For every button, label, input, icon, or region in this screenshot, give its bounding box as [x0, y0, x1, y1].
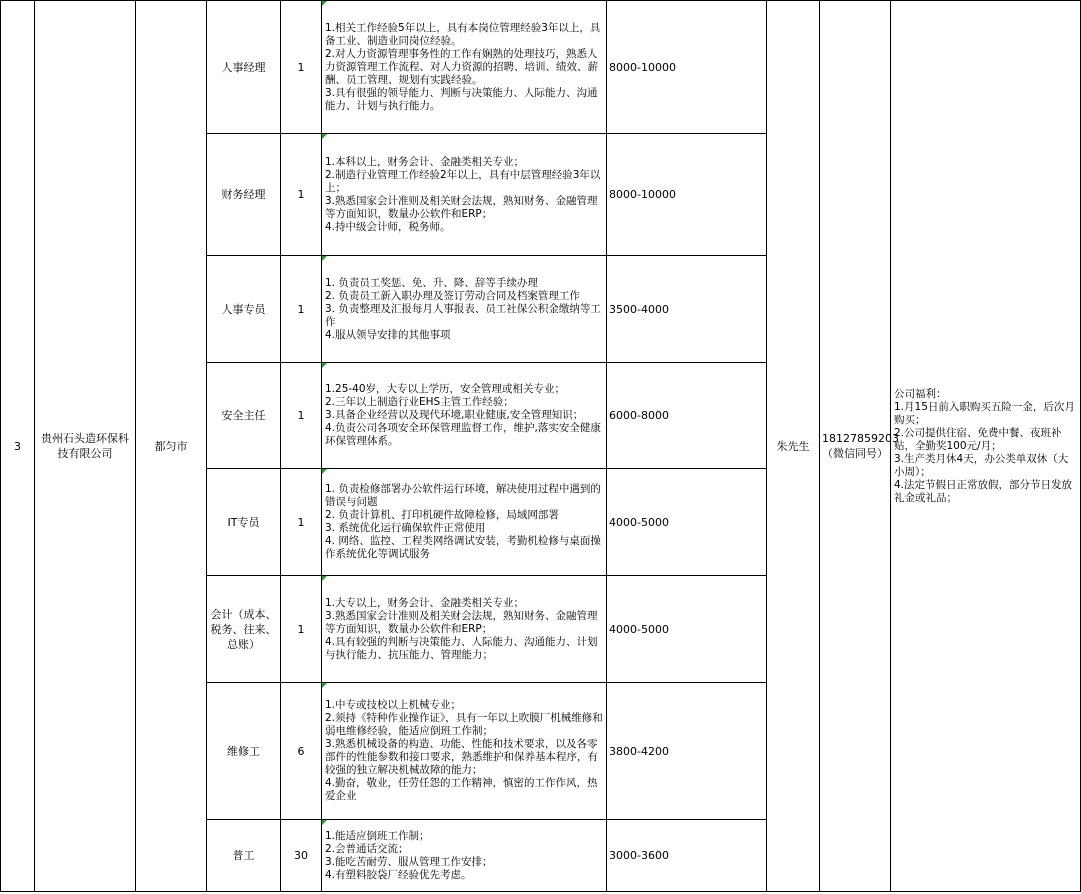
- job-title: IT专员: [207, 469, 281, 576]
- job-count: 1: [281, 363, 322, 469]
- listing-index: 3: [1, 1, 35, 892]
- job-title: 会计（成本、税务、往来、总账）: [207, 576, 281, 683]
- job-title: 人事经理: [207, 1, 281, 134]
- table-row: [1, 1, 1081, 134]
- job-salary: 3500-4000: [607, 256, 767, 363]
- work-location: 都匀市: [136, 1, 207, 892]
- job-requirements: 1. 负责员工奖惩、免、升、降、辞等手续办理 2. 负责员工新入职办理及签订劳动合同及档案管理工作 3. 负责整理及汇报每月人事报表、员工社保公积金缴纳等工作 4.服从领导安排的其他事项: [322, 256, 607, 363]
- job-salary: 3000-3600: [607, 820, 767, 892]
- job-title: 维修工: [207, 683, 281, 820]
- job-count: 1: [281, 134, 322, 256]
- job-requirements: 1.相关工作经验5年以上，具有本岗位管理经验3年以上，具备工业、制造业同岗位经验。 2.对人力资源管理事务性的工作有娴熟的处理技巧，熟悉人力资源管理工作流程、对人力资源的招聘、培训、绩效、薪酬、员工管理、规划有实践经验。 3.具有很强的领导能力、判断与决策能力、人际能力、沟通能力、计划与执行能力。: [322, 1, 607, 134]
- job-salary: 4000-5000: [607, 469, 767, 576]
- contact-person: 朱先生: [767, 1, 820, 892]
- job-count: 1: [281, 469, 322, 576]
- company-welfare: 公司福利： 1.月15日前入职购买五险一金，后次月购买； 2.公司提供住宿、免费中餐、夜班补贴，全勤奖100元/月； 3.生产类月休4天，办公类单双休（大小周）； 4.法定节假日正常放假，部分节日发放礼金或礼品；: [891, 1, 1081, 892]
- company-name: 贵州石头造环保科技有限公司: [35, 1, 136, 892]
- job-requirements: 1.大专以上，财务会计、金融类相关专业； 3.熟悉国家会计准则及相关财会法规，熟知财务、金融管理等方面知识，数量办公软件和ERP； 4.具有较强的判断与决策能力、人际能力、沟通能力、计划与执行能力、抗压能力、管理能力；: [322, 576, 607, 683]
- job-salary: 3800-4200: [607, 683, 767, 820]
- job-count: 1: [281, 256, 322, 363]
- job-title: 普工: [207, 820, 281, 892]
- job-salary: 6000-8000: [607, 363, 767, 469]
- job-requirements: 1. 负责检修部署办公软件运行环境，解决使用过程中遇到的错误与问题 2. 负责计算机、打印机硬件故障检修，局域网部署 3. 系统优化运行确保软件正常使用 4. 网络、监控、工程类网络调试安装，考勤机检修与桌面操作系统优化等调试服务: [322, 469, 607, 576]
- job-count: 6: [281, 683, 322, 820]
- job-title: 财务经理: [207, 134, 281, 256]
- job-count: 1: [281, 1, 322, 134]
- job-title: 人事专员: [207, 256, 281, 363]
- job-requirements: 1.25-40岁，大专以上学历，安全管理或相关专业； 2.三年以上制造行业EHS主管工作经验； 3.具备企业经营以及现代环境,职业健康,安全管理知识； 4.负责公司各项安全环保管理监督工作，维护,落实安全健康环保管理体系。: [322, 363, 607, 469]
- job-requirements: 1.本科以上，财务会计、金融类相关专业； 2.制造行业管理工作经验2年以上，具有中层管理经验3年以上； 3.熟悉国家会计准则及相关财会法规，熟知财务、金融管理等方面知识，数量办公软件和ERP； 4.持中级会计师，税务师。: [322, 134, 607, 256]
- job-salary: 8000-10000: [607, 1, 767, 134]
- job-count: 30: [281, 820, 322, 892]
- job-requirements: 1.中专或技校以上机械专业； 2.须持《特种作业操作证》，具有一年以上吹膜厂机械维修和弱电维修经验，能适应倒班工作制； 3.熟悉机械设备的构造、功能、性能和技术要求，以及各零部件的性能参数和接口要求，熟悉维护和保养基本程序，有较强的独立解决机械故障的能力； 4.勤奋，敬业，任劳任怨的工作精神，慎密的工作作风，热爱企业: [322, 683, 607, 820]
- job-salary: 8000-10000: [607, 134, 767, 256]
- job-count: 1: [281, 576, 322, 683]
- contact-phone: 18127859203（微信同号）: [820, 1, 891, 892]
- job-requirements: 1.能适应倒班工作制； 2.会普通话交流； 3.能吃苦耐劳、服从管理工作安排； 4.有塑料胶袋厂经验优先考虑。: [322, 820, 607, 892]
- job-salary: 4000-5000: [607, 576, 767, 683]
- job-title: 安全主任: [207, 363, 281, 469]
